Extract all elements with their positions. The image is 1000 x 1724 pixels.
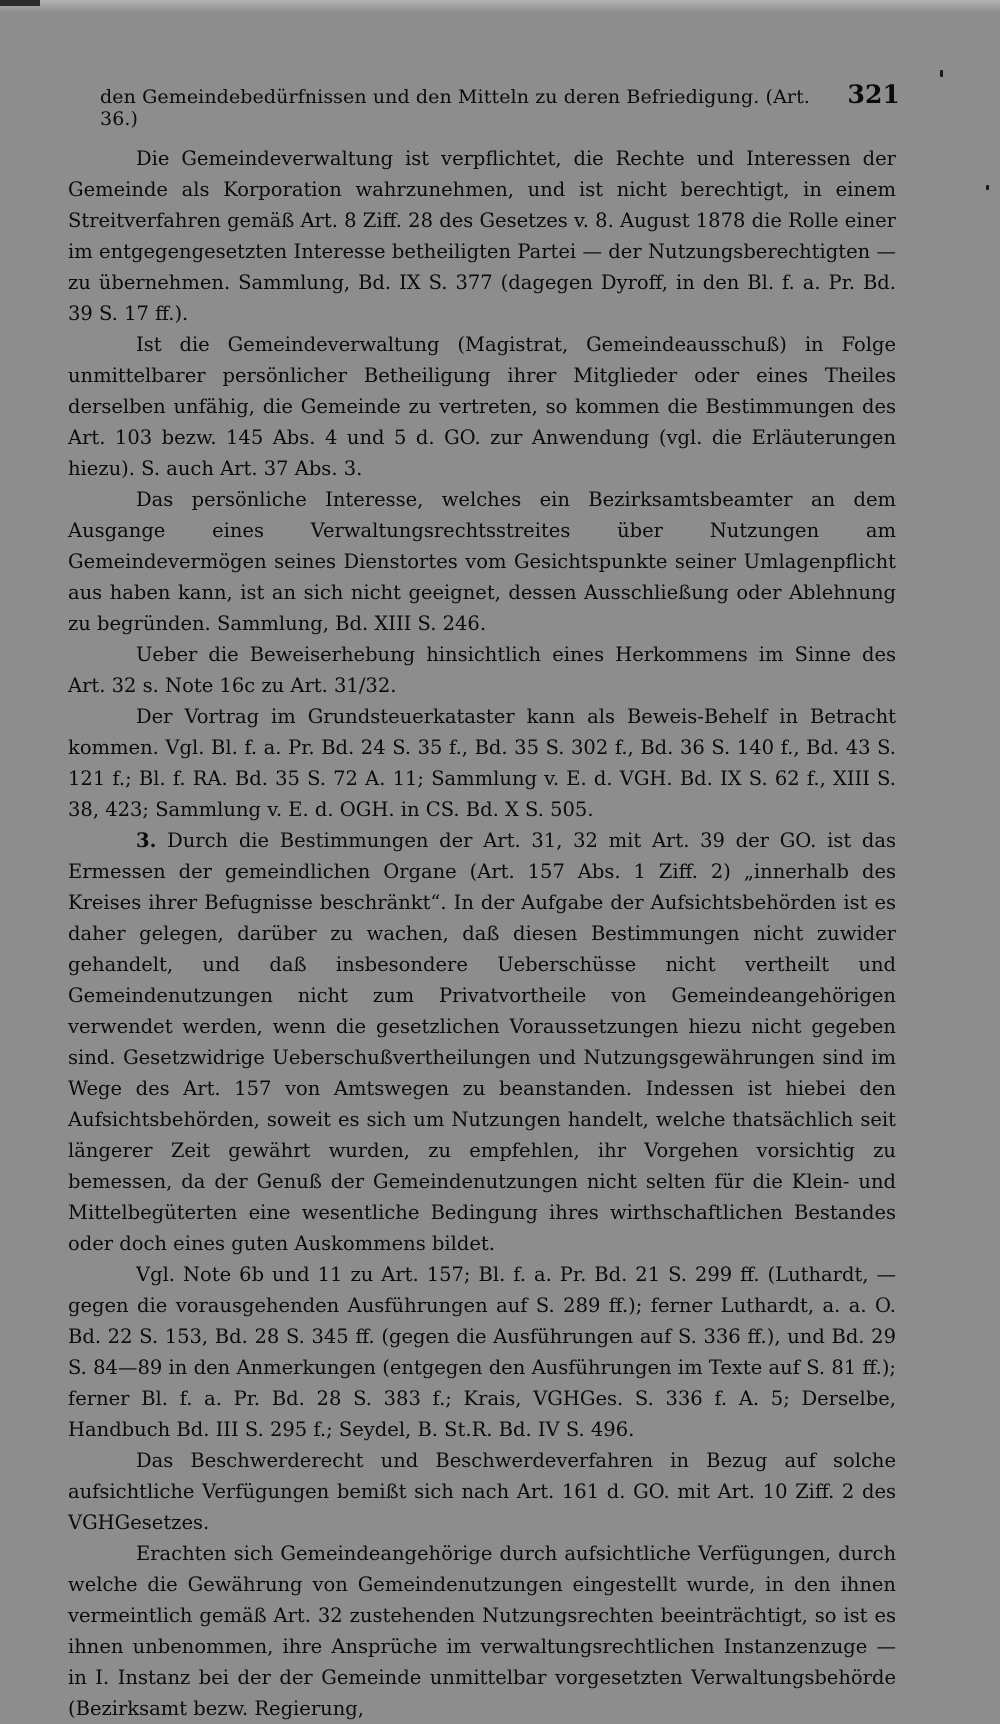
paragraph: Ist die Gemeindeverwaltung (Magistrat, Gemeindeausschuß) in Folge unmittelbarer persönlicher Betheiligung ihrer Mitglieder oder eines Theiles derselben unfähig, die Gemeinde zu vertreten, so kommen die Bestimmungen des Art. 103 bezw. 145 Abs. 4 und 5 d. GO. zur Anwendung (vgl. die Erläuterungen hiezu). S. auch Art. 37 Abs. 3. <box>68 333 896 480</box>
paragraph: Die Gemeindeverwaltung ist verpflichtet, die Rechte und Interessen der Gemeinde als Korporation wahrzunehmen, und ist nicht berechtigt, in einem Streitverfahren gemäß Art. 8 Ziff. 28 des Gesetzes v. 8. August 1878 die Rolle einer im entgegengesetzten Interesse betheiligten Partei — der Nutzungsberechtigten — zu übernehmen. Sammlung, Bd. IX S. 377 (dagegen Dyroff, in den Bl. f. a. Pr. Bd. 39 S. 17 ff.). <box>68 147 896 325</box>
paragraph-text: Durch die Bestimmungen der Art. 31, 32 mit Art. 39 der GO. ist das Ermessen der gemeindlichen Organe (Art. 157 Abs. 1 Ziff. 2) „innerhalb des Kreises ihrer Befugnisse beschränkt“. In der Aufgabe der Aufsichtsbehörden ist es daher gelegen, darüber zu wachen, daß diesen Bestimmungen nicht zuwider gehandelt, und daß insbesondere Ueberschüsse nicht vertheilt und Gemeindenutzungen nicht zum Privatvortheile von Gemeindeangehörigen verwendet werden, wenn die gesetzlichen Voraussetzungen hiezu nicht gegeben sind. Gesetzwidrige Ueberschußvertheilungen und Nutzungsgewährungen sind im Wege des Art. 157 von Amtswegen zu beanstanden. Indessen ist hiebei den Aufsichtsbehörden, soweit es sich um Nutzungen handelt, welche thatsächlich seit längerer Zeit gewährt wurden, zu empfehlen, ihr Vorgehen vorsichtig zu bemessen, da der Genuß der Gemeindenutzungen nicht selten für die Klein- und Mittelbegüterten eine wesentliche Bedingung ihres wirthschaftlichen Bestandes oder doch eines guten Auskommens bildet. <box>68 829 897 1255</box>
paragraph: Vgl. Note 6b und 11 zu Art. 157; Bl. f. a. Pr. Bd. 21 S. 299 ff. (Luthardt, — gegen die vorausgehenden Ausführungen auf S. 289 ff.); ferner Luthardt, a. a. O. Bd. 22 S. 153, Bd. 28 S. 345 ff. (gegen die Ausführungen auf S. 336 ff.), und Bd. 29 S. 84—89 in den Anmerkungen (entgegen den Ausführungen im Texte auf S. 81 ff.); ferner Bl. f. a. Pr. Bd. 28 S. 383 f.; Krais, VGHGes. S. 336 f. A. 5; Derselbe, Handbuch Bd. III S. 295 f.; Seydel, B. St.R. Bd. IV S. 496. <box>68 1263 896 1441</box>
paragraph: Das Beschwerderecht und Beschwerdeverfahren in Bezug auf solche aufsichtliche Verfügungen bemißt sich nach Art. 161 d. GO. mit Art. 10 Ziff. 2 des VGHGesetzes. <box>68 1449 896 1534</box>
paragraph: Ueber die Beweiserhebung hinsichtlich eines Herkommens im Sinne des Art. 32 s. Note 16c zu Art. 31/32. <box>68 643 896 697</box>
paragraph: Das persönliche Interesse, welches ein Bezirksamtsbeamter an dem Ausgange eines Verwaltungsrechtsstreites über Nutzungen am Gemeindevermögen seines Dienstortes vom Gesichtspunkte seiner Umlagenpflicht aus haben kann, ist an sich nicht geeignet, dessen Ausschließung oder Ablehnung zu begründen. Sammlung, Bd. XIII S. 246. <box>68 488 896 635</box>
numbered-paragraph <box>68 825 896 1259</box>
scan-top-edge <box>0 0 1000 12</box>
section-number: 3. <box>136 829 157 852</box>
dust-speck <box>940 70 943 77</box>
paragraph: Der Vortrag im Grundsteuerkataster kann als Beweis-Behelf in Betracht kommen. Vgl. Bl. f. a. Pr. Bd. 24 S. 35 f., Bd. 35 S. 302 f., Bd. 36 S. 140 f., Bd. 43 S. 121 f.; Bl. f. RA. Bd. 35 S. 72 A. 11; Sammlung v. E. d. VGH. Bd. IX S. 62 f., XIII S. 38, 423; Sammlung v. E. d. OGH. in CS. Bd. X S. 505. <box>68 705 896 821</box>
page-body <box>68 143 896 1724</box>
running-title: den Gemeindebedürfnissen und den Mitteln zu deren Befriedigung. (Art. 36.) <box>100 86 810 130</box>
paragraph: Erachten sich Gemeindeangehörige durch aufsichtliche Verfügungen, durch welche die Gewährung von Gemeindenutzungen eingestellt wurde, in den ihnen vermeintlich gemäß Art. 32 zustehenden Nutzungsrechten beeinträchtigt, so ist es ihnen unbenommen, ihre Ansprüche im verwaltungsrechtlichen Instanzenzuge — in I. Instanz bei der der Gemeinde unmittelbar vorgesetzten Verwaltungsbehörde (Bezirksamt bezw. Regierung, <box>68 1542 896 1720</box>
dust-speck <box>986 185 989 190</box>
running-header <box>100 80 900 130</box>
page-number: 321 <box>847 80 900 109</box>
scan-edge-shadow <box>0 0 40 6</box>
